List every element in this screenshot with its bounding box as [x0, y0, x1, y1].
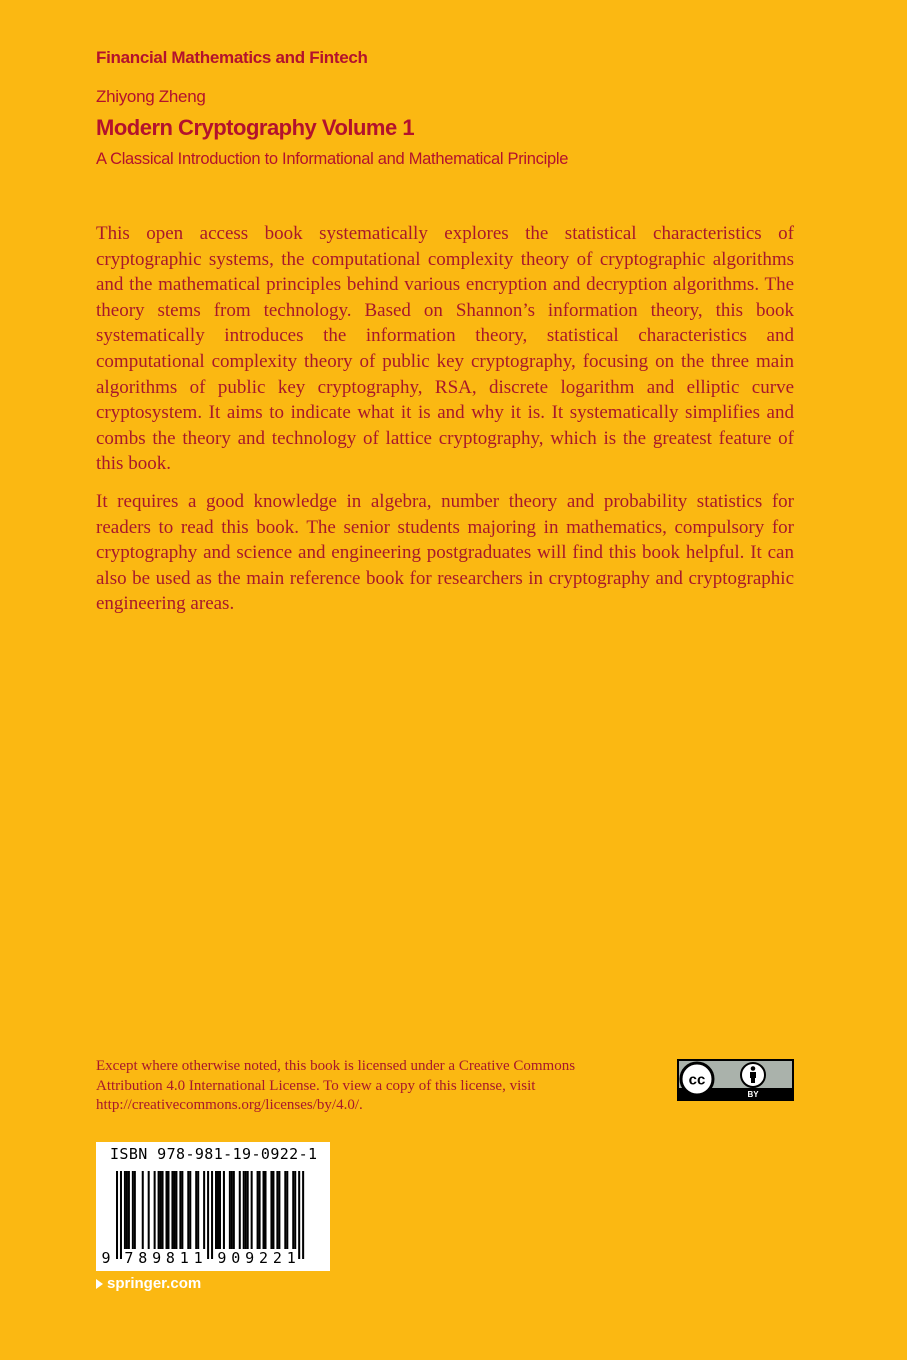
barcode-bar [292, 1171, 294, 1249]
barcode-digit: 1 [179, 1249, 189, 1267]
barcode-bar [181, 1171, 183, 1249]
barcode-digit: 8 [165, 1249, 175, 1267]
barcode-bar [134, 1171, 136, 1249]
barcode-bar [265, 1171, 267, 1249]
barcode-bar [195, 1171, 197, 1249]
barcode-digit: 7 [124, 1249, 134, 1267]
barcode-bar [171, 1171, 173, 1249]
barcode-bar [245, 1171, 247, 1249]
barcode-bar [215, 1171, 217, 1249]
isbn-barcode [96, 1142, 330, 1271]
publisher-link[interactable] [96, 1275, 201, 1292]
barcode-digit: 2 [258, 1249, 269, 1267]
book-subtitle: A Classical Introduction to Informational and Mathematical Principle [96, 150, 569, 168]
barcode-bar [154, 1171, 156, 1249]
publisher-url: springer.com [107, 1275, 202, 1292]
barcode-bar [148, 1171, 150, 1249]
barcode-bar [173, 1171, 175, 1249]
barcode-bar [247, 1171, 249, 1249]
barcode-bar [284, 1171, 286, 1249]
license-notice: Except where otherwise noted, this book is licensed under a Creative Commons Attribution 4.0 International License. To view a copy of this license, visit http://creativecommons.org/licenses/by/4.0/. [96, 1058, 576, 1113]
series-title: Financial Mathematics and Fintech [96, 48, 368, 67]
barcode-bar [128, 1171, 130, 1249]
barcode-digit: 9 [152, 1249, 162, 1267]
barcode-bar [272, 1171, 274, 1249]
barcode-bar [223, 1171, 225, 1249]
barcode-bar [126, 1171, 128, 1249]
barcode-bar [132, 1171, 134, 1249]
barcode-bar [179, 1171, 181, 1249]
barcode-digit: 9 [101, 1249, 111, 1267]
barcode-bar [166, 1171, 168, 1249]
barcode-bar [120, 1171, 122, 1259]
barcode-bar [217, 1171, 219, 1249]
barcode-digit: 9 [245, 1249, 255, 1267]
creative-commons-by-icon [677, 1059, 794, 1101]
barcode-bar [270, 1171, 272, 1249]
barcode-bar [142, 1171, 144, 1249]
description-paragraph-2: It requires a good knowledge in algebra, number theory and probability statistics for readers to read this book. The senior students majoring in mathematics, compulsory for cryptography and science and engineering postgraduates will find this book helpful. It can also be used as the main reference book for researchers in cryptography and cryptographic engineering areas. [96, 491, 794, 615]
barcode-bar [231, 1171, 233, 1249]
barcode-digit: 2 [272, 1249, 282, 1267]
arrow-right-icon [96, 1279, 103, 1289]
description-paragraph-1: This open access book systematically explores the statistical characteristics of cryptographic systems, the computational complexity theory of cryptographic algorithms and the mathematical principles behind various encryption and decryption algorithms. The theory stems from technology. Based on Shannon’s information theory, this book systematically introduces the information theory, statistical characteristics and computational complexity theory of public key cryptography, focusing on the three main algorithms of public key cryptography, RSA, discrete logarithm and elliptic curve cryptosystem. It aims to indicate what it is and why it is. It systematically simplifies and combs the theory and technology of lattice cryptography, which is the greatest feature of this book. [96, 223, 794, 475]
barcode-digit: 1 [286, 1249, 296, 1267]
cc-label: cc [688, 1071, 706, 1089]
barcode-bar [207, 1171, 209, 1259]
barcode-bar [298, 1171, 300, 1259]
book-title: Modern Cryptography Volume 1 [96, 115, 415, 140]
barcode-bar [211, 1171, 213, 1259]
barcode-bar [302, 1171, 304, 1259]
barcode-bar [116, 1171, 118, 1259]
barcode-bar [187, 1171, 189, 1249]
barcode-bar [294, 1171, 296, 1249]
barcode-bar [259, 1171, 261, 1249]
barcode-bar [197, 1171, 199, 1249]
barcode-digit: 8 [138, 1249, 148, 1267]
barcode-bar [251, 1171, 253, 1249]
barcode-digit: 9 [217, 1249, 227, 1267]
barcode-bar [229, 1171, 231, 1249]
barcode-bar [160, 1171, 162, 1249]
barcode-bar [158, 1171, 160, 1249]
author-name: Zhiyong Zheng [96, 87, 206, 106]
barcode-bar [189, 1171, 191, 1249]
barcode-bar [162, 1171, 164, 1249]
isbn-label: ISBN 978-981-19-0922-1 [110, 1145, 318, 1163]
barcode-bar [175, 1171, 177, 1249]
barcode-bar [239, 1171, 241, 1249]
barcode-bar [286, 1171, 288, 1249]
barcode-bar [263, 1171, 265, 1249]
barcode-digit: 0 [231, 1249, 241, 1267]
barcode-bar [124, 1171, 126, 1249]
barcode-bar [219, 1171, 221, 1249]
barcode-digit: 1 [193, 1249, 203, 1267]
barcode-bar [257, 1171, 259, 1249]
barcode-bar [203, 1171, 205, 1249]
barcode-bar [233, 1171, 235, 1249]
barcode-bar [167, 1171, 169, 1249]
barcode-bar [278, 1171, 280, 1249]
barcode-bar [276, 1171, 278, 1249]
by-label: BY [747, 1090, 759, 1099]
barcode-graphic [96, 1142, 330, 1271]
barcode-bar [243, 1171, 245, 1249]
